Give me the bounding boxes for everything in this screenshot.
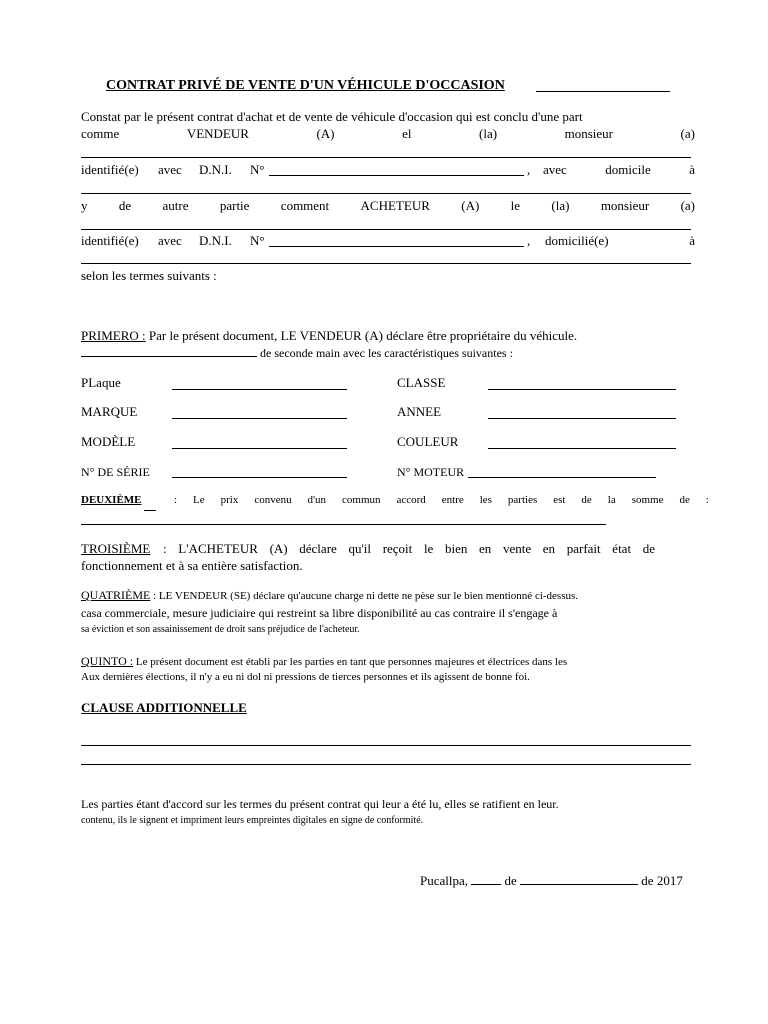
clause-primero-line-2: de seconde main avec les caractéristiques suivantes : — [81, 346, 513, 361]
word: qu'il — [348, 541, 372, 556]
word: y — [81, 198, 88, 213]
clause-troisieme-label: TROISIÈME — [81, 541, 151, 556]
word: comment — [280, 198, 330, 213]
word: ACHETEUR — [360, 198, 430, 213]
clause-troisieme-line-2: fonctionnement et à sa entière satisfaction. — [81, 558, 303, 573]
field-label-couleur: COULEUR — [397, 434, 459, 449]
word: (la) — [551, 198, 570, 213]
clause-deuxieme-label: DEUXIÈME — [81, 494, 142, 506]
field-blank-moteur — [468, 477, 656, 478]
word: de — [118, 198, 132, 213]
word: est — [553, 494, 566, 506]
word: de — [679, 494, 690, 506]
word: parties — [507, 494, 538, 506]
buyer-name-blank — [81, 229, 691, 230]
clause-quatrieme: QUATRIÈME : LE VENDEUR (SE) déclare qu'aucune charge ni dette ne pèse sur le bien mentionné ci-dessus. — [81, 588, 579, 602]
word: (la) — [479, 126, 498, 141]
signature-date-line: Pucallpa, de de 2017 — [420, 873, 683, 888]
field-blank-marque — [172, 418, 347, 419]
word: monsieur — [564, 126, 613, 141]
word: (A) — [461, 198, 480, 213]
word: : — [163, 541, 167, 556]
word: reçoit — [382, 541, 413, 556]
word: bien — [444, 541, 468, 556]
word: monsieur — [600, 198, 650, 213]
word: prix — [220, 494, 239, 506]
buyer-address-blank — [81, 263, 691, 264]
word: état — [612, 541, 632, 556]
word: : — [705, 494, 709, 506]
word: de — [642, 541, 655, 556]
word: domicilié(e) — [545, 233, 609, 248]
field-label-classe: CLASSE — [397, 375, 446, 390]
intro-line-5: identifié(e) avec D.N.I. N° , domicilié(e) à — [81, 233, 695, 248]
clause-troisieme-text — [163, 541, 655, 557]
additional-clause-blank-2 — [81, 764, 691, 765]
intro-line-3: identifié(e) avec D.N.I. N° , avec domicile à — [81, 162, 695, 177]
field-label-plaque: PLaque — [81, 375, 121, 390]
word: (A) — [269, 541, 288, 556]
field-blank-plaque — [172, 389, 347, 390]
intro-line-4 — [81, 198, 695, 214]
day-blank — [471, 874, 501, 885]
field-blank-couleur — [488, 448, 676, 449]
field-blank-serie — [172, 477, 347, 478]
clause-deuxieme-text — [174, 494, 709, 506]
word: : — [174, 494, 178, 506]
terms-intro: selon les termes suivants : — [81, 268, 217, 283]
field-blank-classe — [488, 389, 676, 390]
intro-line-1: Constat par le présent contrat d'achat et de vente de véhicule d'occasion qui est conclu d'une part — [81, 109, 583, 124]
word: VENDEUR — [186, 126, 249, 141]
word: partie — [219, 198, 250, 213]
word: Le — [193, 494, 205, 506]
additional-clause-heading: CLAUSE ADDITIONNELLE — [81, 700, 247, 715]
field-blank-modele — [172, 448, 347, 449]
month-blank — [520, 874, 638, 885]
word: avec — [543, 162, 567, 177]
word: parfait — [566, 541, 601, 556]
word: el — [402, 126, 412, 141]
field-label-marque: MARQUE — [81, 404, 138, 419]
seller-domicile-words — [543, 162, 695, 178]
word: les — [479, 494, 492, 506]
intro-line-2 — [81, 126, 695, 142]
word: entre — [441, 494, 464, 506]
closing-line-1: Les parties étant d'accord sur les termes du présent contrat qui leur a été lu, elles se ratifient en leur. — [81, 797, 559, 811]
word: à — [689, 162, 695, 177]
word: en — [542, 541, 556, 556]
word: (a) — [680, 126, 695, 141]
word: à — [689, 233, 695, 248]
word: convenu — [254, 494, 292, 506]
additional-clause-blank-1 — [81, 745, 691, 746]
word: en — [479, 541, 492, 556]
field-blank-annee — [488, 418, 676, 419]
clause-quatrieme-line-2: casa commerciale, mesure judiciaire qui restreint sa libre disponibilité au cas contraire il s'engage à — [81, 606, 558, 620]
word: le — [510, 198, 521, 213]
clause-quatrieme-line-3: sa éviction et son assainissement de droit sans préjudice de l'acheteur. — [81, 624, 360, 635]
field-label-moteur: N° MOTEUR — [397, 465, 465, 479]
field-label-serie: N° DE SÉRIE — [81, 465, 150, 479]
word: L'ACHETEUR — [178, 541, 258, 556]
word: accord — [396, 494, 426, 506]
seller-name-blank — [81, 157, 691, 158]
clause-quinto-line-2: Aux dernières élections, il n'y a eu ni dol ni pressions de tierces personnes et ils agissent de bonne foi. — [81, 671, 530, 683]
seller-address-blank — [81, 193, 691, 194]
field-label-modele: MODÈLE — [81, 434, 136, 449]
word: somme — [631, 494, 664, 506]
word: comme — [81, 126, 120, 141]
word: vente — [502, 541, 532, 556]
field-label-annee: ANNEE — [397, 404, 442, 419]
word: domicile — [605, 162, 651, 177]
document-title: CONTRAT PRIVÉ DE VENTE D'UN VÉHICULE D'OCCASION — [106, 78, 505, 93]
clause-quinto: QUINTO : Le présent document est établi par les parties en tant que personnes majeures et électrices dans les — [81, 654, 568, 668]
seller-dni-blank — [269, 164, 524, 176]
word: (A) — [316, 126, 335, 141]
word: déclare — [299, 541, 337, 556]
word: le — [423, 541, 434, 556]
word: la — [607, 494, 616, 506]
buyer-domicile-words — [545, 233, 695, 249]
word: (a) — [680, 198, 695, 213]
vehicle-type-blank — [81, 346, 257, 357]
closing-line-2: contenu, ils le signent et impriment leurs empreintes digitales en signe de conformité. — [81, 815, 424, 826]
clause-deuxieme-label-tail — [144, 510, 156, 511]
clause-primero: PRIMERO : Par le présent document, LE VENDEUR (A) déclare être propriétaire du véhicule. — [81, 328, 578, 343]
word: de — [581, 494, 592, 506]
word: d'un — [307, 494, 327, 506]
word: autre — [162, 198, 189, 213]
title-underline-blank — [536, 91, 670, 92]
buyer-dni-blank — [269, 235, 524, 247]
word: commun — [342, 494, 381, 506]
price-blank — [81, 524, 606, 525]
